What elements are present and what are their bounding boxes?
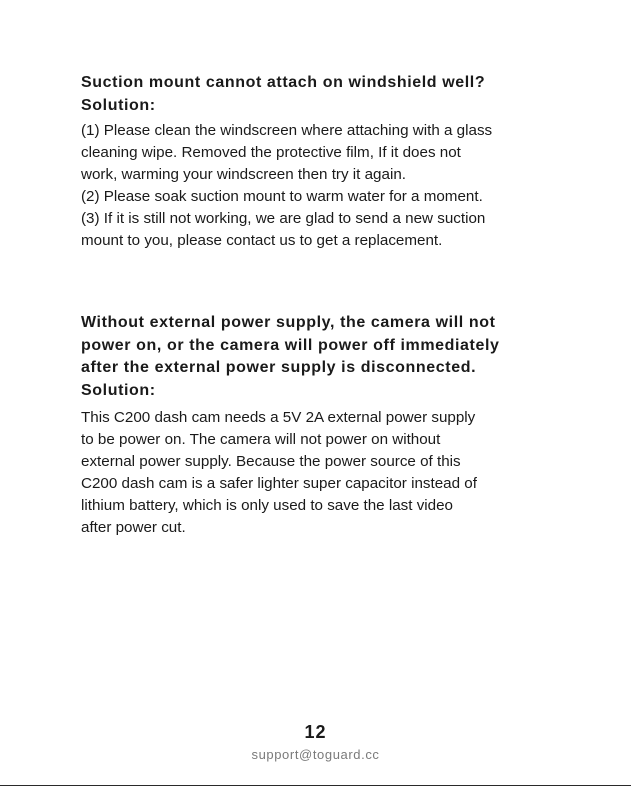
step-1-line-3: work, warming your windscreen then try it again. bbox=[81, 166, 406, 183]
step-3-line-2: mount to you, please contact us to get a replacement. bbox=[81, 232, 443, 249]
faq-question-line-1: Without external power supply, the camera will not bbox=[81, 314, 496, 331]
paragraph-line: C200 dash cam is a safer lighter super capacitor instead of bbox=[81, 475, 477, 493]
solution-paragraph bbox=[81, 407, 581, 540]
step-1-line-1: (1) Please clean the windscreen where attaching with a glass bbox=[81, 122, 493, 139]
step-3-line-1: (3) If it is still not working, we are glad to send a new suction bbox=[81, 210, 486, 227]
paragraph-line: external power supply. Because the power source of this bbox=[81, 453, 461, 471]
paragraph-line: after power cut. bbox=[81, 519, 186, 537]
solution-step-3 bbox=[81, 208, 581, 252]
faq-question: Suction mount cannot attach on windshield well? bbox=[81, 74, 486, 91]
bottom-divider bbox=[0, 785, 631, 786]
page-number: 12 bbox=[304, 722, 327, 742]
faq-question-line-3: after the external power supply is disconnected. bbox=[81, 359, 477, 376]
faq-external-power bbox=[81, 312, 581, 540]
solution-label: Solution: bbox=[81, 96, 156, 114]
solution-step-1 bbox=[81, 120, 581, 186]
solution-step-2 bbox=[81, 186, 581, 208]
support-email: support@toguard.cc bbox=[251, 747, 380, 762]
step-1-line-2: cleaning wipe. Removed the protective film, If it does not bbox=[81, 144, 461, 161]
paragraph-line: lithium battery, which is only used to save the last video bbox=[81, 497, 453, 515]
faq-suction-mount bbox=[81, 72, 581, 252]
step-2-line-1: (2) Please soak suction mount to warm water for a moment. bbox=[81, 188, 483, 205]
paragraph-line: to be power on. The camera will not power on without bbox=[81, 431, 441, 449]
solution-label: Solution: bbox=[81, 381, 156, 399]
faq-question-line-2: power on, or the camera will power off immediately bbox=[81, 336, 500, 354]
paragraph-line: This C200 dash cam needs a 5V 2A external power supply bbox=[81, 409, 476, 426]
